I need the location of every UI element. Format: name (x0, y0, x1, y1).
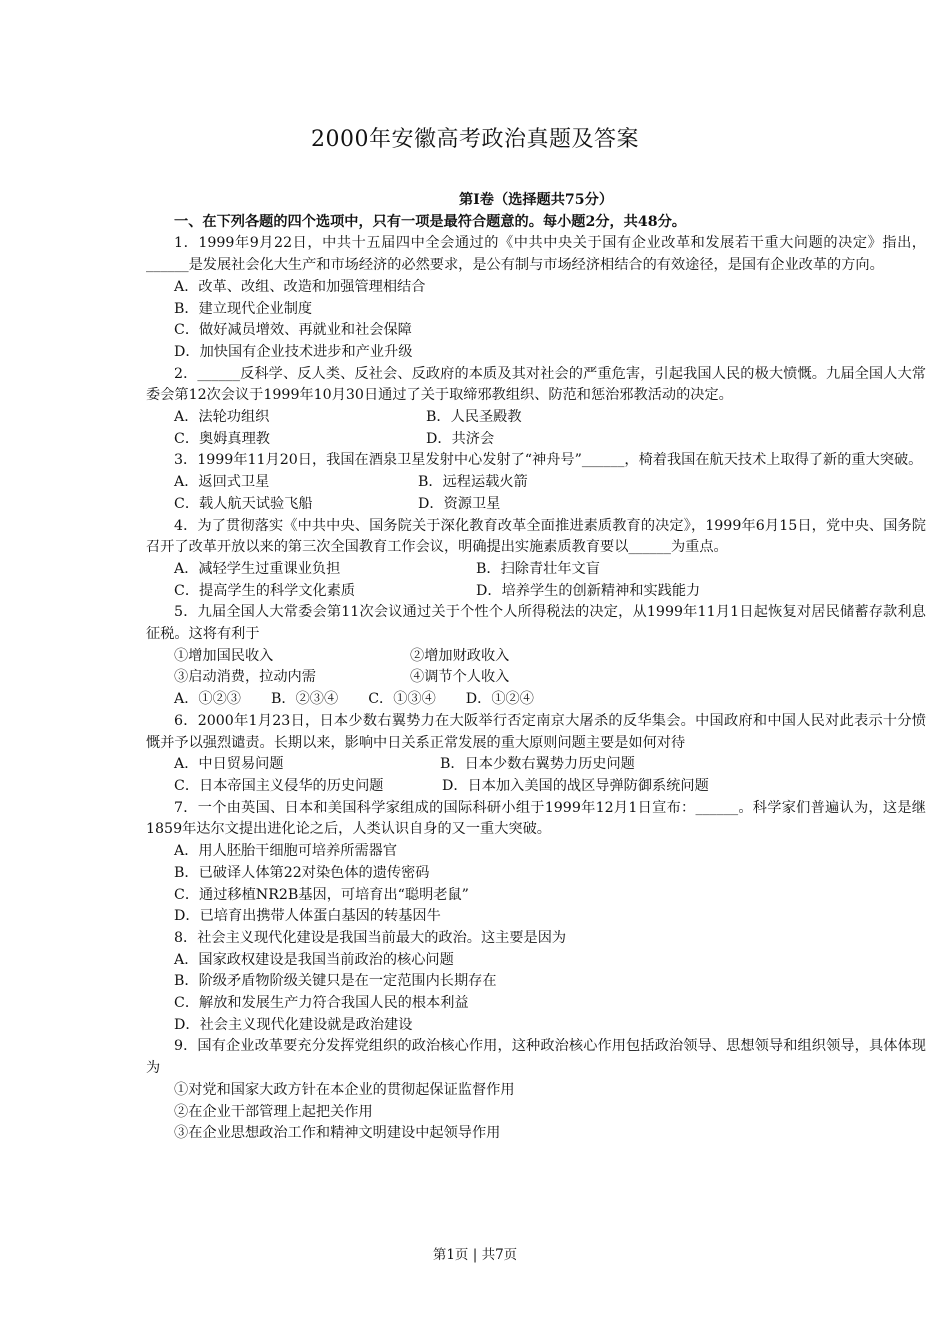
page-footer: 第1页 | 共7页 (432, 1247, 518, 1263)
question-5-items-row-2 (146, 667, 926, 689)
question-5-item-2: ②增加财政收入 (410, 647, 510, 664)
question-2-stem: 2．______反科学、反人类、反社会、反政府的本质及其对社会的严重危害，引起我国人民的极大愤慨。九届全国人大常委会第12次会议于1999年10月30日通过了关于取缔邪教组织、防范和惩治邪教活动的决定。 (146, 365, 926, 404)
question-4-option-d: D．培养学生的创新精神和实践能力 (476, 582, 701, 599)
question-7-option-c: C．通过移植NR2B基因，可培育出“聪明老鼠” (174, 886, 469, 903)
question-1-stem: 1．1999年9月22日，中共十五届四中全会通过的《中共中央关于国有企业改革和发展若干重大问题的决定》指出，______是发展社会化大生产和市场经济的必然要求，是公有制与市场经济相结合的有效途径，是国有企业改革的方向。 (146, 235, 926, 274)
section-heading: 第Ⅰ卷（选择题共75分） (458, 192, 614, 208)
question-5-items-row-1 (146, 646, 926, 668)
question-7-option-a: A．用人胚胎干细胞可培养所需器官 (174, 843, 398, 860)
question-5-option-c: C．①③④ (368, 691, 436, 708)
question-2-option-a: A．法轮功组织 (174, 409, 270, 426)
question-6-option-c: C．日本帝国主义侵华的历史问题 (174, 777, 384, 794)
question-3-stem: 3．1999年11月20日，我国在酒泉卫星发射中心发射了“神舟号”______，椅着我国在航天技术上取得了新的重大突破。 (174, 452, 923, 469)
question-4-stem: 4．为了贯彻落实《中共中央、国务院关于深化教育改革全面推进素质教育的决定》，1999年6月15日，党中央、国务院召开了改革开放以来的第三次全国教育工作会议，明确提出实施素质教育要以______为重点。 (146, 517, 926, 556)
question-3-option-c: C．载人航天试验飞船 (174, 495, 313, 512)
question-2-option-c: C．奥姆真理教 (174, 430, 270, 447)
question-2-option-d: D．共济会 (426, 430, 495, 447)
question-4-options-row-2 (146, 581, 926, 603)
question-6-options-row-2 (146, 776, 926, 798)
question-5-item-3: ③启动消费，拉动内需 (174, 669, 316, 686)
question-1-option-b: B．建立现代企业制度 (174, 300, 313, 317)
part-instructions: 一、在下列各题的四个选项中，只有一项是最符合题意的。每小题2分，共48分。 (174, 213, 686, 230)
document-title: 2000年安徽高考政治真题及答案 (311, 127, 639, 152)
question-6-options-row-1 (146, 754, 926, 776)
question-3-options-row-2 (146, 494, 926, 516)
question-6-option-d: D．日本加入美国的战区导弹防御系统问题 (442, 777, 709, 794)
question-1-option-d: D．加快国有企业技术进步和产业升级 (174, 343, 413, 360)
question-8-option-d: D．社会主义现代化建设就是政治建设 (174, 1016, 413, 1033)
question-5-stem: 5．九届全国人大常委会第11次会议通过关于个性个人所得税法的决定，从1999年11月1日起恢复对居民储蓄存款利息征税。这将有利于 (146, 604, 926, 643)
question-6-option-b: B．日本少数右翼势力历史问题 (440, 756, 635, 773)
question-9-item-1: ①对党和国家大政方针在本企业的贯彻起保证监督作用 (174, 1081, 515, 1098)
question-8-stem: 8．社会主义现代化建设是我国当前最大的政治。这主要是因为 (174, 929, 567, 946)
question-5-options (146, 689, 926, 711)
question-4-option-c: C．提高学生的科学文化素质 (174, 582, 356, 599)
question-5-option-b: B．②③④ (271, 691, 339, 708)
question-4-options-row-1 (146, 559, 926, 581)
question-4-option-b: B．扫除青壮年文盲 (476, 560, 600, 577)
question-8-option-b: B．阶级矛盾物阶级关键只是在一定范围内长期存在 (174, 973, 497, 990)
question-5-option-a: A．①②③ (174, 691, 241, 708)
question-3-option-b: B．远程运载火箭 (418, 474, 528, 491)
question-5-option-d: D．①②④ (465, 691, 534, 708)
question-7-option-d: D．已培育出携带人体蛋白基因的转基因牛 (174, 908, 441, 925)
question-8-option-c: C．解放和发展生产力符合我国人民的根本利益 (174, 995, 469, 1012)
question-6-stem: 6．2000年1月23日，日本少数右翼势力在大阪举行否定南京大屠杀的反华集会。中国政府和中国人民对此表示十分愤慨并予以强烈谴责。长期以来，影响中日关系正常发展的重大原则问题主要是如何对待 (146, 712, 926, 751)
document-body (146, 190, 926, 1145)
question-3-option-a: A．返回式卫星 (174, 474, 270, 491)
question-5-item-1: ①增加国民收入 (174, 647, 274, 664)
question-1-option-a: A．改革、改组、改造和加强管理相结合 (174, 278, 426, 295)
question-4-option-a: A．减轻学生过重课业负担 (174, 560, 341, 577)
question-5-item-4: ④调节个人收入 (410, 669, 510, 686)
question-2-option-b: B．人民圣殿教 (426, 409, 522, 426)
question-6-option-a: A．中日贸易问题 (174, 756, 284, 773)
question-7-stem: 7．一个由英国、日本和美国科学家组成的国际科研小组于1999年12月1日宣布：______。科学家们普遍认为，这是继1859年达尔文提出进化论之后，人类认识自身的又一重大突破。 (146, 799, 926, 838)
question-8-option-a: A．国家政权建设是我国当前政治的核心问题 (174, 951, 454, 968)
question-9-item-2: ②在企业干部管理上起把关作用 (174, 1103, 373, 1120)
question-3-options-row-1 (146, 472, 926, 494)
question-2-options-row-2 (146, 429, 926, 451)
question-9-item-3: ③在企业思想政治工作和精神文明建设中起领导作用 (174, 1125, 501, 1142)
question-2-options-row-1 (146, 407, 926, 429)
question-7-option-b: B．已破译人体第22对染色体的遗传密码 (174, 864, 430, 881)
question-1-option-c: C．做好减员增效、再就业和社会保障 (174, 322, 412, 339)
question-3-option-d: D．资源卫星 (418, 495, 501, 512)
question-9-stem: 9．国有企业改革要充分发挥党组织的政治核心作用，这种政治核心作用包括政治领导、思想领导和组织领导，具体体现为 (146, 1038, 926, 1077)
